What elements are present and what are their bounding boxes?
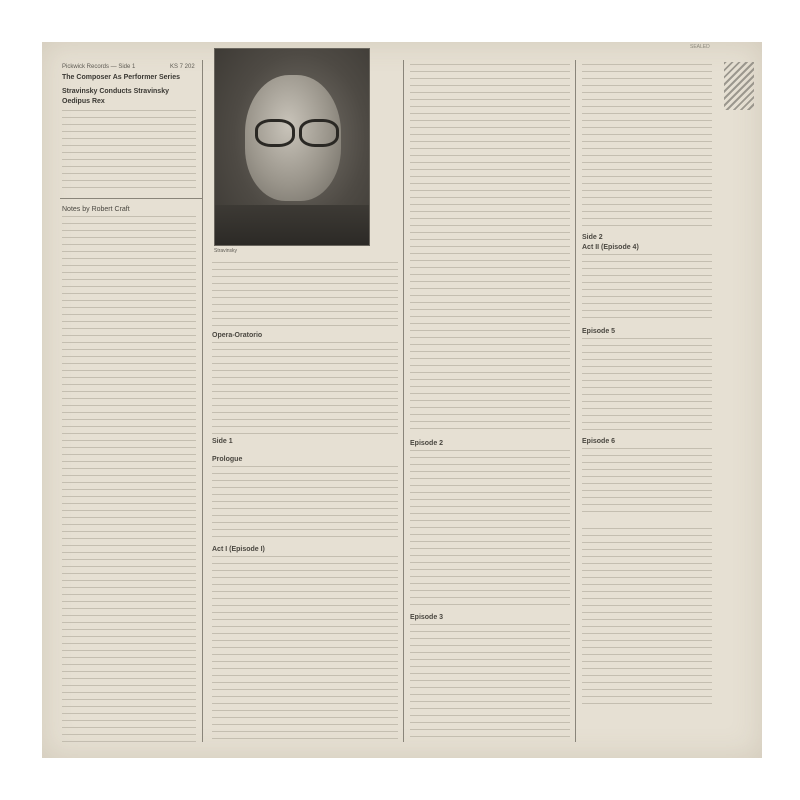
episode2-heading: Episode 2 (410, 440, 444, 447)
notes-heading: Notes by Robert Craft (62, 206, 130, 213)
episode5-heading: Episode 5 (582, 328, 616, 335)
liner-notes-column-4-top (582, 64, 712, 230)
header-rule (60, 198, 202, 199)
shrink-wrap-seal (724, 62, 754, 110)
act1-text (212, 556, 398, 742)
photo-caption: Stravinsky (214, 248, 238, 254)
sealed-sticker: SEALED (690, 44, 710, 50)
column-divider (202, 60, 203, 742)
series-title: The Composer As Performer Series (62, 74, 181, 81)
episode3-heading: Episode 3 (410, 614, 444, 621)
liner-notes-column-1 (62, 216, 196, 742)
side2-heading: Side 2 (582, 234, 603, 241)
episode5-text (582, 338, 712, 434)
work-title: Oedipus Rex (62, 98, 105, 105)
episode2-text (410, 450, 570, 610)
column-divider (403, 60, 404, 742)
opera-oratorio-heading: Opera-Oratorio (212, 332, 263, 339)
liner-notes-column-2-mid (212, 342, 398, 434)
act2-text (582, 254, 712, 324)
catalog-number: KS 7 202 (170, 64, 195, 70)
side1-heading: Side 1 (212, 438, 233, 445)
episode6-heading: Episode 6 (582, 438, 616, 445)
episode6-text (582, 448, 712, 518)
act1-heading: Act I (Episode I) (212, 546, 265, 553)
album-title: Stravinsky Conducts Stravinsky (62, 88, 169, 95)
recording-credits (582, 528, 712, 708)
prologue-text (212, 466, 398, 542)
composer-photo (214, 48, 370, 246)
liner-notes-column-2-top (212, 262, 398, 328)
portrait-collar (215, 205, 369, 245)
act2-heading: Act II (Episode 4) (582, 244, 639, 251)
glasses-icon (255, 119, 337, 143)
episode3-text (410, 624, 570, 742)
prologue-heading: Prologue (212, 456, 243, 463)
catalog-line: Pickwick Records — Side 1 (62, 64, 136, 70)
credits-block (62, 110, 196, 194)
column-divider (575, 60, 576, 742)
liner-notes-column-3-top (410, 64, 570, 434)
